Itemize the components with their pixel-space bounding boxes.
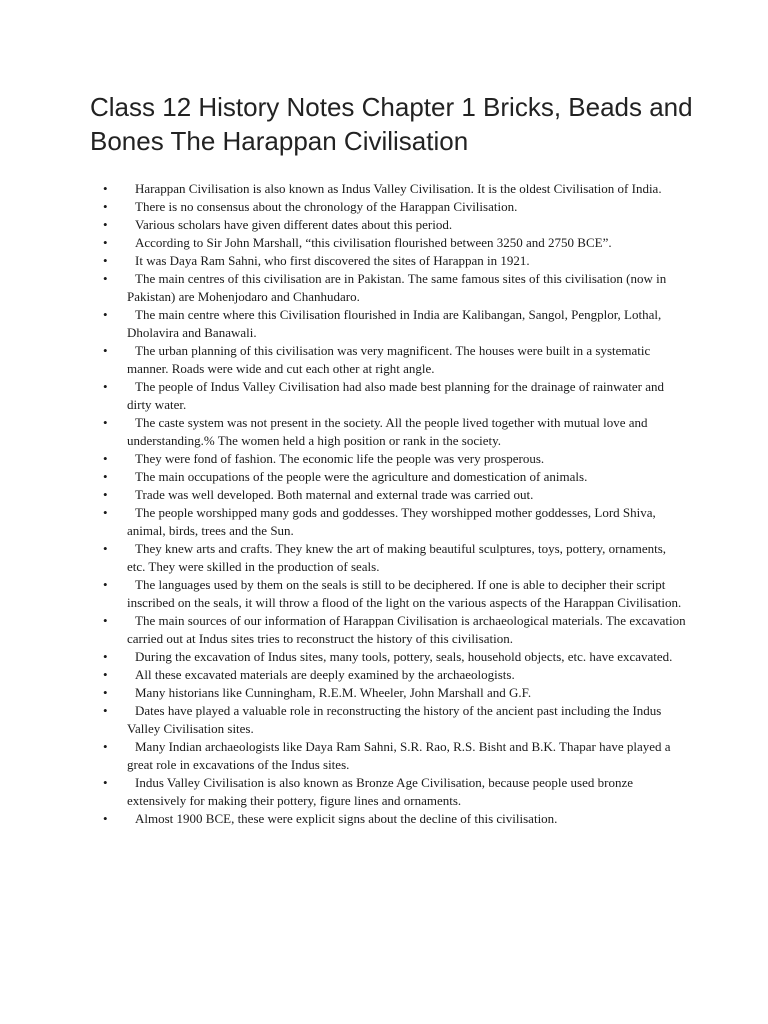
- list-item: [0, 342, 687, 378]
- note-text: The people worshipped many gods and goddesses. They worshipped mother goddesses, Lord Shiva, animal, birds, trees and the Sun.: [127, 505, 656, 538]
- note-text: Dates have played a valuable role in reconstructing the history of the ancient past including the Indus Valley Civilisation sites.: [127, 703, 662, 736]
- bullet-icon: •: [103, 451, 108, 466]
- bullet-icon: •: [103, 667, 108, 682]
- list-item: [0, 414, 687, 450]
- list-item: [0, 216, 687, 234]
- bullet-icon: •: [103, 271, 108, 286]
- list-item: [0, 612, 687, 648]
- list-item: [0, 540, 687, 576]
- bullet-icon: •: [103, 541, 108, 556]
- note-text: The main occupations of the people were the agriculture and domestication of animals.: [135, 469, 588, 484]
- note-text: Harappan Civilisation is also known as Indus Valley Civilisation. It is the oldest Civilisation of India.: [135, 181, 662, 196]
- list-item: [0, 684, 687, 702]
- list-item: [0, 468, 687, 486]
- note-text: The main centre where this Civilisation flourished in India are Kalibangan, Sangol, Pengplor, Lothal, Dholavira and Banawali.: [127, 307, 662, 340]
- bullet-icon: •: [103, 685, 108, 700]
- page-title: Class 12 History Notes Chapter 1 Bricks, Beads and Bones The Harappan Civilisation: [90, 92, 693, 156]
- note-text: Various scholars have given different dates about this period.: [135, 217, 453, 232]
- note-text: Indus Valley Civilisation is also known as Bronze Age Civilisation, because people used bronze extensively for making their pottery, figure lines and ornaments.: [127, 775, 634, 808]
- note-text: There is no consensus about the chronology of the Harappan Civilisation.: [135, 199, 518, 214]
- bullet-icon: •: [103, 343, 108, 358]
- bullet-icon: •: [103, 253, 108, 268]
- list-item: [0, 504, 687, 540]
- bullet-icon: •: [103, 775, 108, 790]
- bullet-icon: •: [103, 649, 108, 664]
- note-text: The people of Indus Valley Civilisation had also made best planning for the drainage of rainwater and dirty water.: [127, 379, 664, 412]
- list-item: [0, 576, 687, 612]
- list-item: [0, 774, 687, 810]
- list-item: [0, 702, 687, 738]
- note-text: The main sources of our information of Harappan Civilisation is archaeological materials. The excavation carried out at Indus sites tries to reconstruct the history of this civilisation.: [127, 613, 686, 646]
- note-text: They knew arts and crafts. They knew the art of making beautiful sculptures, toys, pottery, ornaments, etc. They were skilled in the production of seals.: [127, 541, 667, 574]
- note-text: The main centres of this civilisation are in Pakistan. The same famous sites of this civilisation (now in Pakistan) are Mohenjodaro and Chanhudaro.: [127, 271, 667, 304]
- bullet-icon: •: [103, 577, 108, 592]
- note-text: The urban planning of this civilisation was very magnificent. The houses were built in a systematic manner. Roads were wide and cut each other at right angle.: [127, 343, 651, 376]
- note-text: It was Daya Ram Sahni, who first discovered the sites of Harappan in 1921.: [135, 253, 530, 268]
- list-item: [0, 234, 687, 252]
- bullet-icon: •: [103, 613, 108, 628]
- note-text: Many Indian archaeologists like Daya Ram Sahni, S.R. Rao, R.S. Bisht and B.K. Thapar have played a great role in excavations of the Indus sites.: [127, 739, 671, 772]
- bullet-icon: •: [103, 469, 108, 484]
- note-text: Many historians like Cunningham, R.E.M. Wheeler, John Marshall and G.F.: [135, 685, 532, 700]
- list-item: [0, 666, 687, 684]
- list-item: [0, 738, 687, 774]
- note-text: All these excavated materials are deeply examined by the archaeologists.: [135, 667, 515, 682]
- list-item: [0, 306, 687, 342]
- list-item: [0, 450, 687, 468]
- list-item: [0, 648, 687, 666]
- bullet-icon: •: [103, 307, 108, 322]
- bullet-icon: •: [103, 703, 108, 718]
- list-item: [0, 180, 687, 198]
- bullet-icon: •: [103, 505, 108, 520]
- bullet-icon: •: [103, 811, 108, 826]
- list-item: [0, 198, 687, 216]
- list-item: [0, 252, 687, 270]
- note-text: Trade was well developed. Both maternal and external trade was carried out.: [135, 487, 534, 502]
- note-text: They were fond of fashion. The economic life the people was very prosperous.: [135, 451, 545, 466]
- note-text: During the excavation of Indus sites, many tools, pottery, seals, household objects, etc. have excavated.: [135, 649, 673, 664]
- bullet-icon: •: [103, 739, 108, 754]
- note-text: The languages used by them on the seals is still to be deciphered. If one is able to decipher their script inscribed on the seals, it will throw a flood of the light on the various aspects of the Harappan Civilisation.: [127, 577, 682, 610]
- bullet-icon: •: [103, 487, 108, 502]
- note-text: According to Sir John Marshall, “this civilisation flourished between 3250 and 2750 BCE”.: [135, 235, 612, 250]
- bullet-icon: •: [103, 199, 108, 214]
- bullet-icon: •: [103, 181, 108, 196]
- bullet-icon: •: [103, 217, 108, 232]
- bullet-icon: •: [103, 379, 108, 394]
- notes-list: [0, 180, 700, 828]
- list-item: [0, 378, 687, 414]
- list-item: [0, 486, 687, 504]
- bullet-icon: •: [103, 415, 108, 430]
- list-item: [0, 270, 687, 306]
- bullet-icon: •: [103, 235, 108, 250]
- list-item: [0, 810, 687, 828]
- note-text: Almost 1900 BCE, these were explicit signs about the decline of this civilisation.: [135, 811, 558, 826]
- note-text: The caste system was not present in the society. All the people lived together with mutual love and understanding.% The women held a high position or rank in the society.: [127, 415, 648, 448]
